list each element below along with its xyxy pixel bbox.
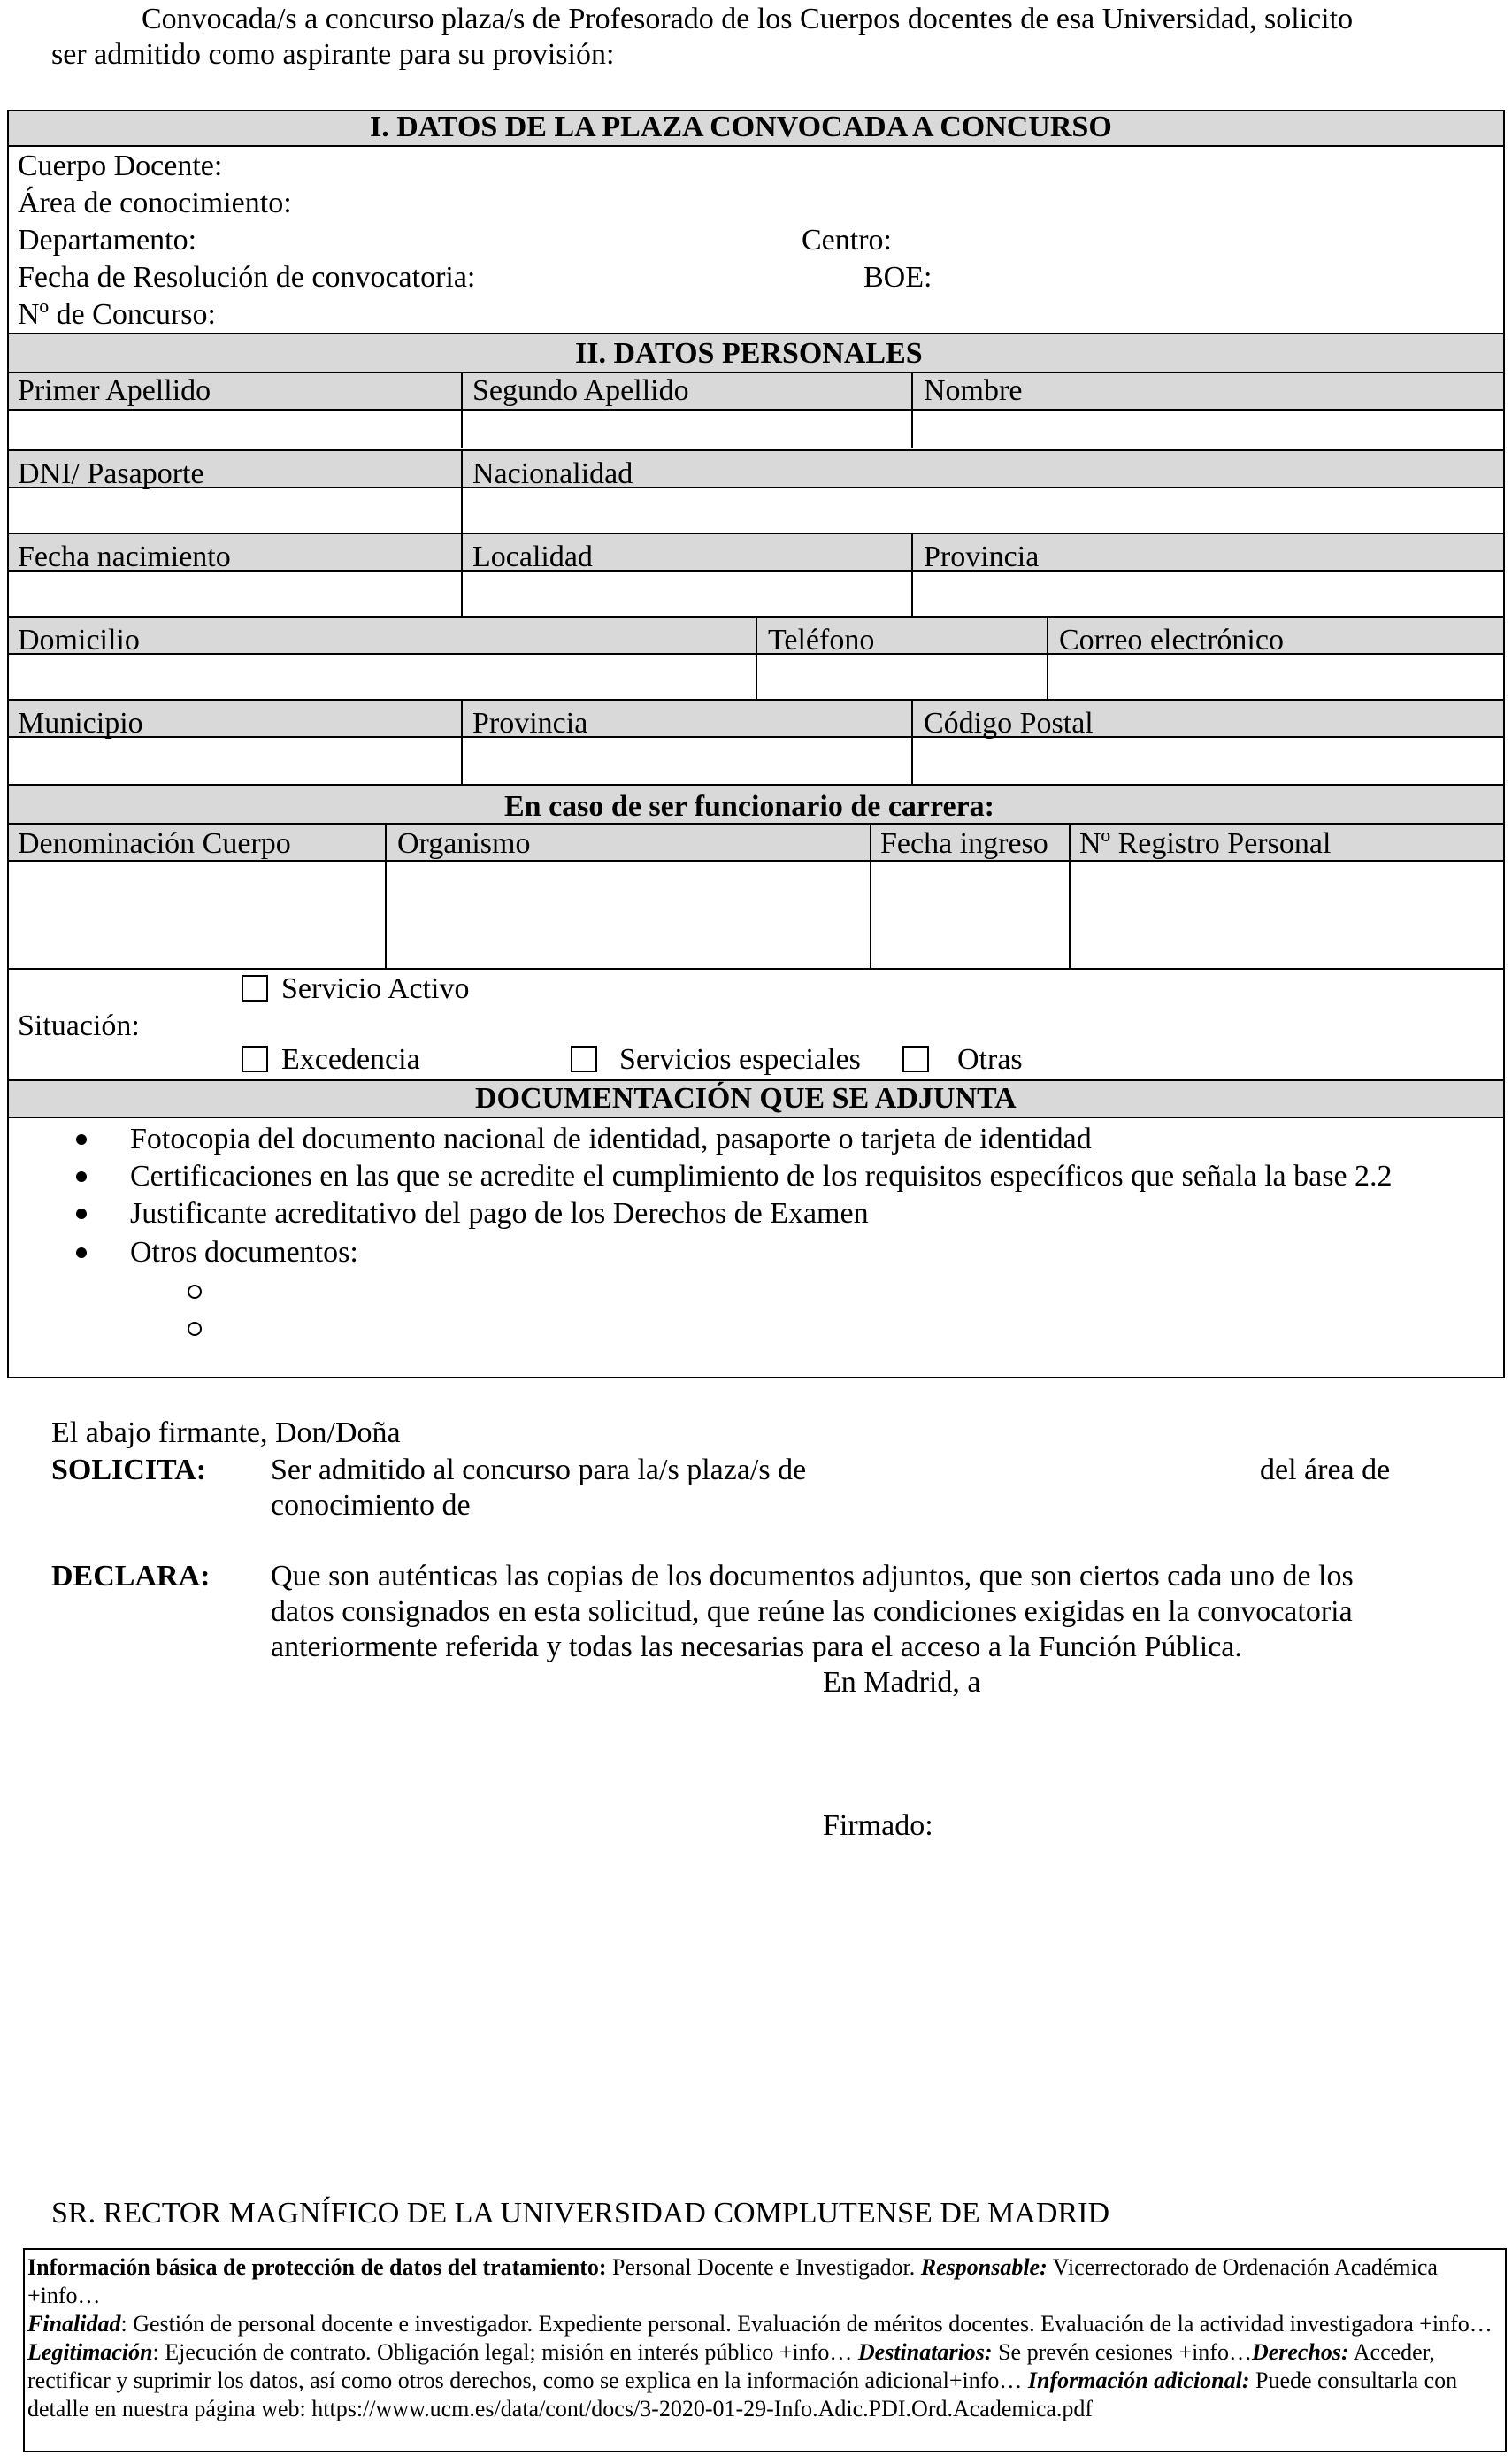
info-basica-text: Personal Docente e Investigador. — [606, 2254, 921, 2280]
col-divider — [461, 449, 463, 533]
col-divider — [911, 372, 913, 448]
intro-line-1: Convocada/s a concurso plaza/s de Profesorado de los Cuerpos docentes de esa Universidad, solicito — [142, 3, 1354, 35]
boe-label: BOE: — [863, 261, 933, 294]
destinatarios-label: Destinatarios: — [857, 2339, 993, 2365]
rule — [9, 145, 1503, 147]
domicilio-label: Domicilio — [18, 624, 140, 656]
legitimacion-text: : Ejecución de contrato. Obligación legal; misión en interés público — [152, 2339, 779, 2365]
solicita-text-2: conocimiento de — [271, 1489, 471, 1522]
firmante-line: El abajo firmante, Don/Doña — [51, 1416, 401, 1449]
funcionario-title: En caso de ser funcionario de carrera: — [504, 790, 994, 823]
rule — [9, 1117, 1503, 1118]
col-divider — [385, 823, 387, 968]
section2-title: II. DATOS PERSONALES — [575, 337, 923, 370]
fecha-ingreso-label: Fecha ingreso — [880, 827, 1048, 860]
bullet-icon — [76, 1134, 87, 1145]
data-protection-box — [23, 2248, 1507, 2452]
rule — [9, 570, 1503, 572]
rule — [9, 699, 1503, 701]
municipio-band — [9, 699, 1503, 736]
info-link[interactable]: +info… — [1178, 2339, 1252, 2365]
dni-band — [9, 449, 1503, 487]
servicio-activo-label: Servicio Activo — [281, 972, 470, 1005]
rule — [9, 372, 1503, 373]
responsable-label: Responsable: — [920, 2254, 1048, 2280]
derechos-text: Acceder, rectificar y suprimir los datos, así como otros derechos, como se explica en la información adicional — [27, 2339, 1435, 2393]
codigo-postal-label: Código Postal — [924, 707, 1094, 740]
col-divider — [1047, 616, 1048, 699]
declara-line: anteriormente referida y todas las necesarias para el acceso a la Función Pública. — [271, 1631, 1242, 1663]
servicios-especiales-label: Servicios especiales — [619, 1043, 861, 1076]
info-link[interactable]: +info… — [948, 2368, 1023, 2393]
doc-item: Certificaciones en las que se acredite el cumplimiento de los requisitos específicos que señala la base 2.2 — [130, 1160, 1393, 1193]
provincia2-label: Provincia — [472, 707, 588, 740]
nombre-label: Nombre — [924, 374, 1023, 407]
localidad-label: Localidad — [472, 541, 593, 573]
solicita-area: del área de — [1260, 1454, 1391, 1486]
rule — [9, 487, 1503, 488]
num-concurso-label: Nº de Concurso: — [18, 298, 216, 331]
servicios-especiales-checkbox[interactable] — [571, 1046, 597, 1072]
info-link[interactable]: +info… — [779, 2339, 853, 2365]
centro-label: Centro: — [802, 224, 892, 257]
fecha-resolucion-label: Fecha de Resolución de convocatoria: — [18, 261, 476, 294]
fecha-band — [9, 533, 1503, 570]
lugar-fecha: En Madrid, a — [823, 1666, 981, 1699]
firmado-label: Firmado: — [823, 1809, 933, 1842]
bullet-icon — [76, 1171, 87, 1182]
documentacion-title: DOCUMENTACIÓN QUE SE ADJUNTA — [475, 1082, 1017, 1115]
doc-item: Otros documentos: — [130, 1236, 358, 1269]
rule — [9, 968, 1503, 970]
segundo-apellido-label: Segundo Apellido — [472, 374, 689, 407]
rule — [9, 533, 1503, 534]
situacion-label: Situación: — [18, 1009, 140, 1042]
bullet-icon — [76, 1247, 87, 1258]
finalidad-label: Finalidad — [27, 2311, 121, 2337]
departamento-label: Departamento: — [18, 224, 197, 257]
declara-line: Que son auténticas las copias de los documentos adjuntos, que son ciertos cada uno de los — [271, 1560, 1354, 1593]
registro-label: Nº Registro Personal — [1079, 827, 1332, 860]
doc-item: Fotocopia del documento nacional de identidad, pasaporte o tarjeta de identidad — [130, 1123, 1092, 1155]
rule — [9, 333, 1503, 334]
intro-line-2: ser admitido como aspirante para su provisión: — [51, 38, 615, 71]
section1-title: I. DATOS DE LA PLAZA CONVOCADA A CONCURSO — [370, 111, 1112, 143]
info-link[interactable]: +info… — [27, 2283, 101, 2308]
servicio-activo-checkbox[interactable] — [242, 975, 268, 1002]
cuerpo-docente-label: Cuerpo Docente: — [18, 150, 223, 182]
destinatarios-text: Se prevén cesiones — [992, 2339, 1179, 2365]
denominacion-label: Denominación Cuerpo — [18, 827, 291, 860]
otras-label: Otras — [957, 1043, 1023, 1076]
area-label: Área de conocimiento: — [18, 187, 292, 219]
col-divider — [756, 616, 757, 699]
rule — [9, 409, 1503, 411]
excedencia-label: Excedencia — [281, 1043, 420, 1076]
rule — [9, 449, 1503, 451]
rule — [9, 736, 1503, 738]
declara-label: DECLARA: — [51, 1560, 211, 1593]
solicita-text: Ser admitido al concurso para la/s plaza/s de — [271, 1454, 807, 1486]
col-divider — [911, 699, 913, 784]
col-divider — [461, 533, 463, 616]
col-divider — [461, 699, 463, 784]
primer-apellido-label: Primer Apellido — [18, 374, 211, 407]
info-basica-label: Información básica de protección de datos del tratamiento: — [27, 2254, 607, 2280]
col-divider — [870, 823, 871, 968]
legitimacion-label: Legitimación — [27, 2339, 153, 2365]
adicional-text: Puede consultarla con detalle en nuestra página web: https://www.ucm.es/data/cont/docs/3-2020-01-29-Info.Adic.PDI.Ord.Academica.pdf — [27, 2368, 1458, 2421]
col-divider — [1069, 823, 1071, 968]
dni-label: DNI/ Pasaporte — [18, 457, 204, 490]
organismo-label: Organismo — [397, 827, 531, 860]
derechos-label: Derechos: — [1251, 2339, 1349, 2365]
col-divider — [911, 533, 913, 616]
rule — [9, 784, 1503, 786]
adicional-label: Información adicional: — [1027, 2368, 1250, 2393]
info-link[interactable]: +info… — [1419, 2311, 1493, 2337]
solicita-label: SOLICITA: — [51, 1454, 207, 1486]
destinatario: SR. RECTOR MAGNÍFICO DE LA UNIVERSIDAD COMPLUTENSE DE MADRID — [51, 2197, 1110, 2230]
municipio-label: Municipio — [18, 707, 143, 740]
responsable-text: Vicerrectorado de Ordenación Académica — [1047, 2254, 1438, 2280]
excedencia-checkbox[interactable] — [242, 1046, 268, 1072]
declara-line: datos consignados en esta solicitud, que reúne las condiciones exigidas en la convocatoria — [271, 1595, 1353, 1628]
correo-label: Correo electrónico — [1059, 624, 1284, 656]
sub-bullet-icon — [188, 1285, 202, 1299]
telefono-label: Teléfono — [768, 624, 875, 656]
bullet-icon — [76, 1209, 87, 1219]
finalidad-text: : Gestión de personal docente e investigador. Expediente personal. Evaluación de méritos docentes. Evaluación de la actividad investigadora — [120, 2311, 1420, 2337]
doc-item: Justificante acreditativo del pago de los Derechos de Examen — [130, 1197, 869, 1230]
sub-bullet-icon — [188, 1322, 202, 1336]
col-divider — [461, 372, 463, 448]
provincia-label: Provincia — [924, 541, 1040, 573]
otras-checkbox[interactable] — [902, 1046, 929, 1072]
nacionalidad-label: Nacionalidad — [472, 457, 633, 490]
fecha-nacimiento-label: Fecha nacimiento — [18, 541, 231, 573]
